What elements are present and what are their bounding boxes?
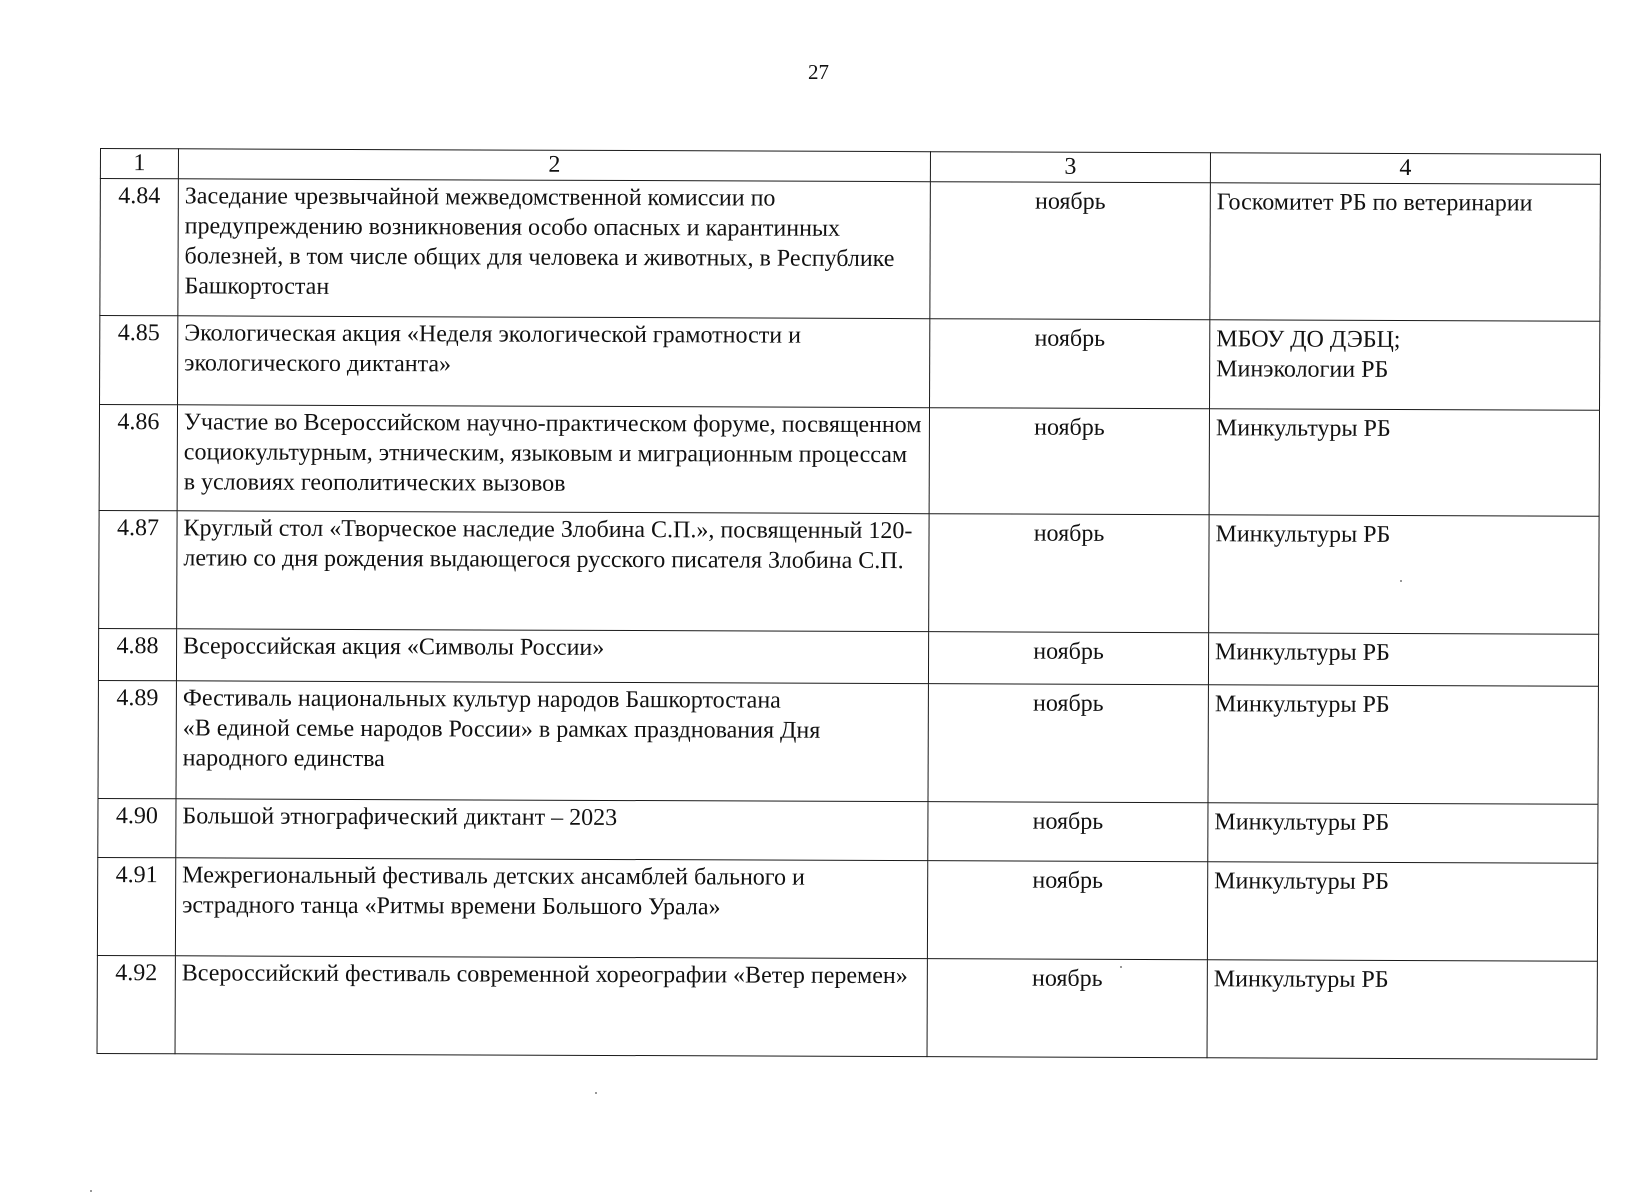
event-description: Фестиваль национальных культур народов Башкортостана «В единой семье народов России» в рамках празднования Дня народного единства: [176, 681, 928, 802]
table-row: [99, 510, 1599, 634]
item-number: 4.88: [98, 628, 176, 680]
item-number: 4.92: [97, 955, 175, 1053]
item-number: 4.87: [99, 510, 177, 628]
column-header: 3: [930, 152, 1210, 183]
event-date: ноябрь: [930, 182, 1211, 320]
responsible-party: Минкультуры РБ: [1208, 633, 1598, 686]
item-number: 4.86: [99, 405, 177, 511]
event-date: ноябрь: [930, 319, 1210, 409]
event-description: Межрегиональный фестиваль детских ансамблей бального и эстрадного танца «Ритмы времени Большого Урала»: [175, 858, 927, 959]
item-number: 4.91: [97, 857, 175, 955]
event-date: ноябрь: [929, 408, 1209, 515]
responsible-party: Госкомитет РБ по ветеринарии: [1210, 183, 1601, 321]
column-header: 4: [1210, 153, 1600, 184]
item-number: 4.85: [100, 316, 178, 405]
event-date: ноябрь: [929, 514, 1209, 633]
table-row: [98, 680, 1598, 804]
responsible-party: Минкультуры РБ: [1207, 862, 1597, 961]
event-date: ноябрь: [928, 802, 1208, 862]
event-description: Заседание чрезвычайной межведомственной комиссии по предупреждению возникновения особо опасных и карантинных болезней, в том числе общих для человека и животных, в Республике Башкортостан: [178, 179, 931, 319]
page-number: 27: [808, 60, 829, 84]
event-description: Участие во Всероссийском научно-практическом форуме, посвященном социокультурным, этническим, языковым и миграционным процессам в условиях геополитических вызовов: [177, 405, 929, 514]
responsible-party: Минкультуры РБ: [1209, 515, 1599, 634]
table-row: [97, 955, 1597, 1059]
scan-speck: [595, 1092, 597, 1094]
events-plan-table: [97, 148, 1601, 1060]
event-description: Большой этнографический диктант – 2023: [176, 799, 928, 861]
column-header: 2: [178, 149, 930, 182]
scan-speck: [1120, 966, 1122, 968]
event-date: ноябрь: [927, 959, 1207, 1058]
event-date: ноябрь: [928, 684, 1208, 803]
table-row: [97, 857, 1597, 961]
event-description: Экологическая акция «Неделя экологической грамотности и экологического диктанта»: [178, 316, 930, 408]
scan-speck: [1400, 580, 1402, 582]
event-date: ноябрь: [928, 632, 1208, 685]
responsible-party: Минкультуры РБ: [1207, 960, 1597, 1059]
item-number: 4.89: [98, 680, 176, 798]
table-row: [100, 316, 1600, 411]
responsible-party: Минкультуры РБ: [1208, 685, 1598, 804]
responsible-party: Минкультуры РБ: [1209, 409, 1599, 516]
table-row: [98, 628, 1598, 686]
table-row: [100, 179, 1601, 322]
responsible-party: МБОУ ДО ДЭБЦ; Минэкологии РБ: [1210, 320, 1600, 410]
column-header: 1: [100, 149, 178, 179]
event-date: ноябрь: [927, 861, 1207, 960]
responsible-party: Минкультуры РБ: [1208, 803, 1598, 863]
item-number: 4.84: [100, 179, 179, 316]
table-row: [99, 405, 1599, 517]
event-description: Всероссийская акция «Символы России»: [176, 629, 928, 684]
item-number: 4.90: [98, 798, 176, 857]
event-description: Всероссийский фестиваль современной хореографии «Ветер перемен»: [175, 956, 927, 1057]
scan-speck: [90, 1190, 92, 1192]
table-row: [98, 798, 1598, 863]
event-description: Круглый стол «Творческое наследие Злобина С.П.», посвященный 120-летию со дня рождения выдающегося русского писателя Злобина С.П.: [177, 511, 929, 632]
